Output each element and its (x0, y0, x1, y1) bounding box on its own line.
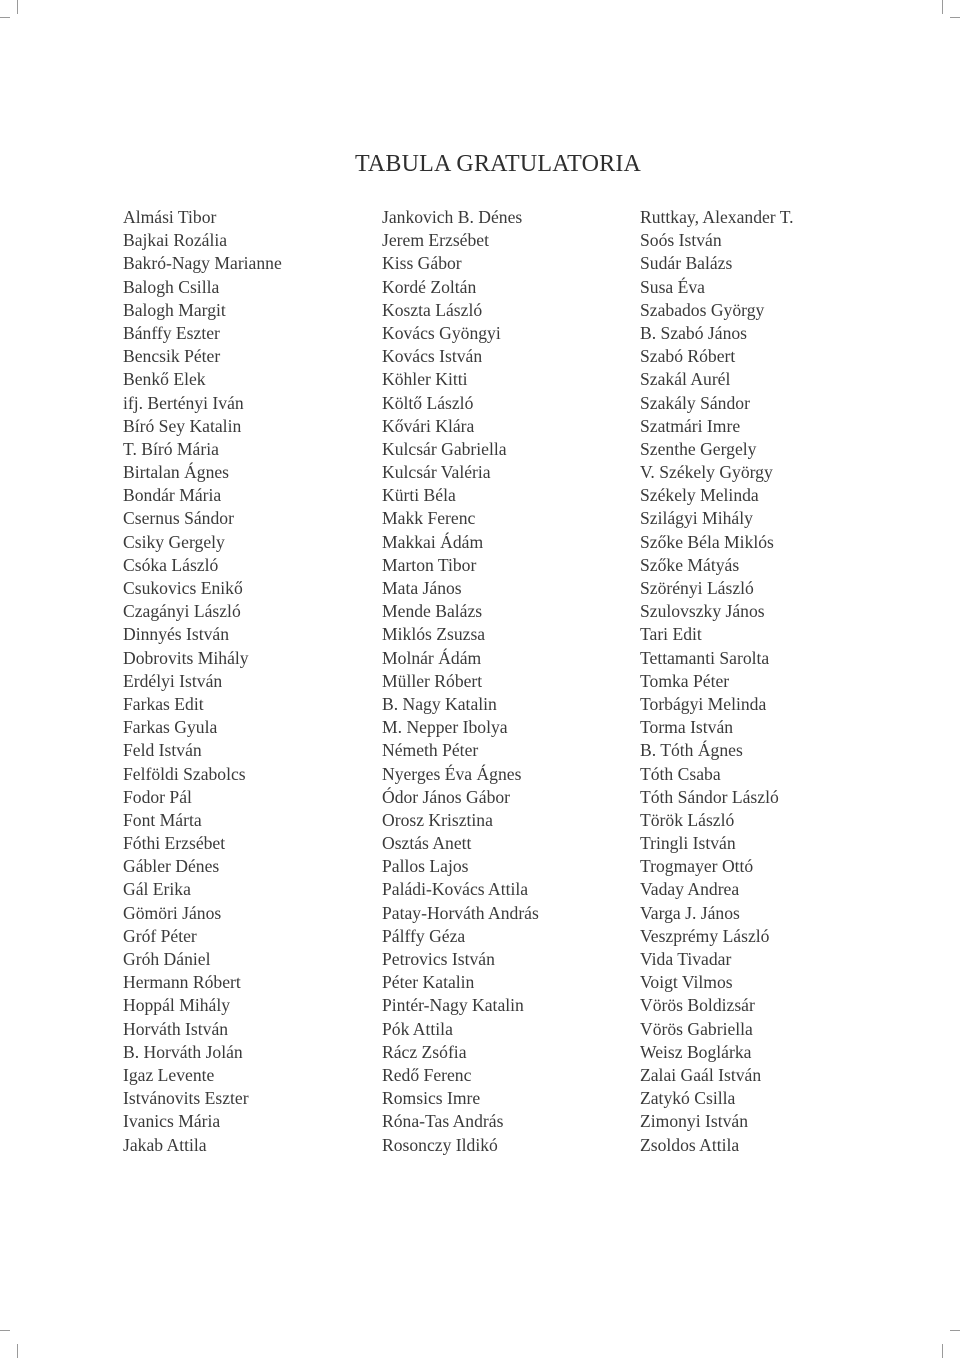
name-entry: Fóthi Erzsébet (123, 833, 226, 854)
name-entry: Pálffy Géza (382, 925, 466, 946)
name-entry: Szabó Róbert (640, 346, 736, 367)
crop-mark-bottom-right-h (950, 1330, 960, 1331)
name-entry: Makkai Ádám (382, 531, 484, 552)
name-entry: Dobrovits Mihály (123, 647, 249, 668)
name-entry: Ruttkay, Alexander T. (640, 207, 794, 227)
name-entry: Péter Katalin (382, 972, 475, 993)
name-entry: Molnár Ádám (382, 647, 482, 668)
name-entry: Orosz Krisztina (382, 809, 493, 830)
name-entry: Marton Tibor (382, 554, 477, 575)
name-entry: Sudár Balázs (640, 253, 733, 274)
name-entry: Szabados György (640, 299, 765, 320)
name-entry: Veszprémy László (640, 925, 770, 946)
name-entry: Jankovich B. Dénes (382, 207, 523, 227)
name-entry: Bíró Sey Katalin (123, 415, 242, 436)
name-entry: Kővári Klára (382, 415, 475, 436)
name-entry: Rosonczy Ildikó (382, 1134, 498, 1155)
name-entry: Romsics Imre (382, 1088, 481, 1109)
name-entry: Tomka Péter (640, 670, 730, 691)
name-entry: Zatykó Csilla (640, 1088, 736, 1109)
name-entry: Ódor János Gábor (382, 786, 511, 807)
name-entry: Vida Tivadar (640, 949, 732, 969)
name-entry: Gróf Péter (123, 925, 197, 946)
name-entry: Dinnyés István (123, 624, 230, 645)
name-entry: Kordé Zoltán (382, 276, 477, 297)
name-entry: Jakab Attila (123, 1134, 207, 1155)
name-entry: Farkas Gyula (123, 717, 218, 738)
name-entry: B. Szabó János (640, 322, 748, 343)
name-entry: Paládi-Kovács Attila (382, 879, 529, 900)
name-entry: B. Nagy Katalin (382, 693, 497, 714)
name-entry: Feld István (123, 740, 202, 761)
name-entry: Pallos Lajos (382, 856, 469, 877)
crop-mark-top-right-v (942, 0, 943, 14)
name-entry: Szőke Mátyás (640, 554, 740, 575)
name-entry: Vörös Boldizsár (640, 995, 755, 1016)
name-entry: Székely Melinda (640, 485, 759, 506)
name-entry: Gál Erika (123, 879, 191, 900)
name-entry: Felföldi Szabolcs (123, 763, 246, 784)
name-entry: Szakál Aurél (640, 369, 731, 390)
name-entry: Pintér-Nagy Katalin (382, 995, 524, 1016)
name-entry: Farkas Edit (123, 693, 204, 714)
name-entry: Erdélyi István (123, 670, 223, 691)
name-entry: T. Bíró Mária (123, 438, 219, 459)
name-entry: Török László (640, 809, 735, 830)
name-entry: Kürti Béla (382, 485, 456, 506)
name-entry: Torbágyi Melinda (640, 693, 767, 714)
name-entry: Font Márta (123, 809, 202, 830)
name-entry: Müller Róbert (382, 670, 483, 691)
name-entry: Kovács Gyöngyi (382, 322, 501, 343)
name-entry: Jerem Erzsébet (382, 230, 489, 251)
name-entry: Csóka László (123, 554, 219, 575)
name-entry: Zalai Gaál István (640, 1064, 762, 1085)
name-entry: Nyerges Éva Ágnes (382, 763, 522, 784)
name-entry: Vaday Andrea (640, 879, 740, 900)
name-entry: Tóth Csaba (640, 763, 721, 784)
name-entry: Szilágyi Mihály (640, 508, 753, 529)
name-entry: Szatmári Imre (640, 415, 741, 436)
name-entry: Hoppál Mihály (123, 995, 231, 1016)
name-entry: Susa Éva (640, 276, 705, 297)
name-entry: Soós István (640, 230, 722, 251)
name-entry: Kulcsár Valéria (382, 462, 491, 483)
name-entry: Bakró-Nagy Marianne (123, 253, 282, 274)
name-entry: Weisz Boglárka (640, 1041, 752, 1062)
name-entry: M. Nepper Ibolya (382, 717, 508, 738)
name-entry: Csernus Sándor (123, 508, 234, 529)
name-entry: Szulovszky János (640, 601, 765, 622)
name-entry: Tóth Sándor László (640, 786, 779, 807)
name-entry: Redő Ferenc (382, 1064, 472, 1085)
name-entry: Gábler Dénes (123, 856, 220, 877)
name-entry: Szörényi László (640, 578, 754, 598)
name-entry: Szőke Béla Miklós (640, 531, 774, 552)
name-entry: Horváth István (123, 1018, 229, 1039)
name-entry: Balogh Margit (123, 299, 226, 320)
name-entry: Költő László (382, 392, 474, 413)
name-entry: Benkő Elek (123, 369, 206, 390)
name-entry: Tari Edit (640, 624, 702, 645)
name-entry: Miklós Zsuzsa (382, 624, 486, 645)
name-entry: B. Horváth Jolán (123, 1041, 243, 1062)
name-entry: Pók Attila (382, 1018, 453, 1039)
names-column-1 (123, 206, 282, 1157)
name-entry: Ivanics Mária (123, 1111, 221, 1132)
name-entry: Patay-Horváth András (382, 902, 539, 923)
name-entry: Mata János (382, 578, 462, 598)
name-entry: ifj. Bertényi Iván (123, 392, 244, 413)
name-entry: Birtalan Ágnes (123, 462, 230, 483)
name-entry: Csiky Gergely (123, 531, 225, 552)
name-entry: Kovács István (382, 346, 483, 367)
name-entry: Bondár Mária (123, 485, 222, 506)
name-entry: Vörös Gabriella (640, 1018, 753, 1039)
names-column-3 (640, 206, 794, 1157)
page-title: TABULA GRATULATORIA (354, 151, 642, 177)
name-entry: Petrovics István (382, 949, 495, 969)
name-entry: Igaz Levente (123, 1064, 215, 1085)
name-entry: Osztás Anett (382, 833, 472, 854)
name-entry: Gróh Dániel (123, 949, 211, 969)
name-entry: B. Tóth Ágnes (640, 740, 743, 761)
name-entry: Csukovics Enikő (123, 578, 243, 598)
name-entry: Szenthe Gergely (640, 438, 757, 459)
name-entry: Balogh Csilla (123, 276, 220, 297)
name-entry: Makk Ferenc (382, 508, 476, 529)
name-entry: Rácz Zsófia (382, 1041, 467, 1062)
name-entry: Bajkai Rozália (123, 230, 228, 251)
name-entry: Bencsik Péter (123, 346, 221, 367)
name-entry: Tringli István (640, 833, 736, 854)
name-entry: Trogmayer Ottó (640, 856, 754, 877)
name-entry: Tettamanti Sarolta (640, 647, 770, 668)
crop-mark-bottom-left-v (17, 1344, 18, 1358)
name-entry: Mende Balázs (382, 601, 483, 622)
crop-mark-bottom-left-h (0, 1330, 10, 1331)
names-column-2 (382, 206, 539, 1157)
name-entry: Voigt Vilmos (640, 972, 733, 993)
crop-mark-top-left-v (17, 0, 18, 14)
name-entry: Hermann Róbert (123, 972, 241, 993)
name-entry: Istvánovits Eszter (123, 1088, 249, 1109)
crop-mark-top-left-h (0, 17, 10, 18)
name-entry: Gömöri János (123, 902, 222, 923)
name-entry: Varga J. János (640, 902, 740, 923)
name-entry: Kulcsár Gabriella (382, 438, 507, 459)
name-entry: Czagányi László (123, 601, 241, 622)
name-entry: Köhler Kitti (382, 369, 468, 390)
name-entry: Fodor Pál (123, 786, 192, 807)
name-entry: Torma István (640, 717, 734, 738)
name-entry: Almási Tibor (123, 207, 217, 227)
name-entry: Németh Péter (382, 740, 479, 761)
name-entry: Zimonyi István (640, 1111, 748, 1132)
name-entry: Zsoldos Attila (640, 1134, 740, 1155)
crop-mark-bottom-right-v (942, 1344, 943, 1358)
name-entry: Szakály Sándor (640, 392, 750, 413)
name-entry: Bánffy Eszter (123, 322, 220, 343)
crop-mark-top-right-h (950, 17, 960, 18)
name-entry: V. Székely György (640, 462, 773, 483)
name-entry: Koszta László (382, 299, 483, 320)
name-entry: Róna-Tas András (382, 1111, 504, 1132)
name-entry: Kiss Gábor (382, 253, 462, 274)
